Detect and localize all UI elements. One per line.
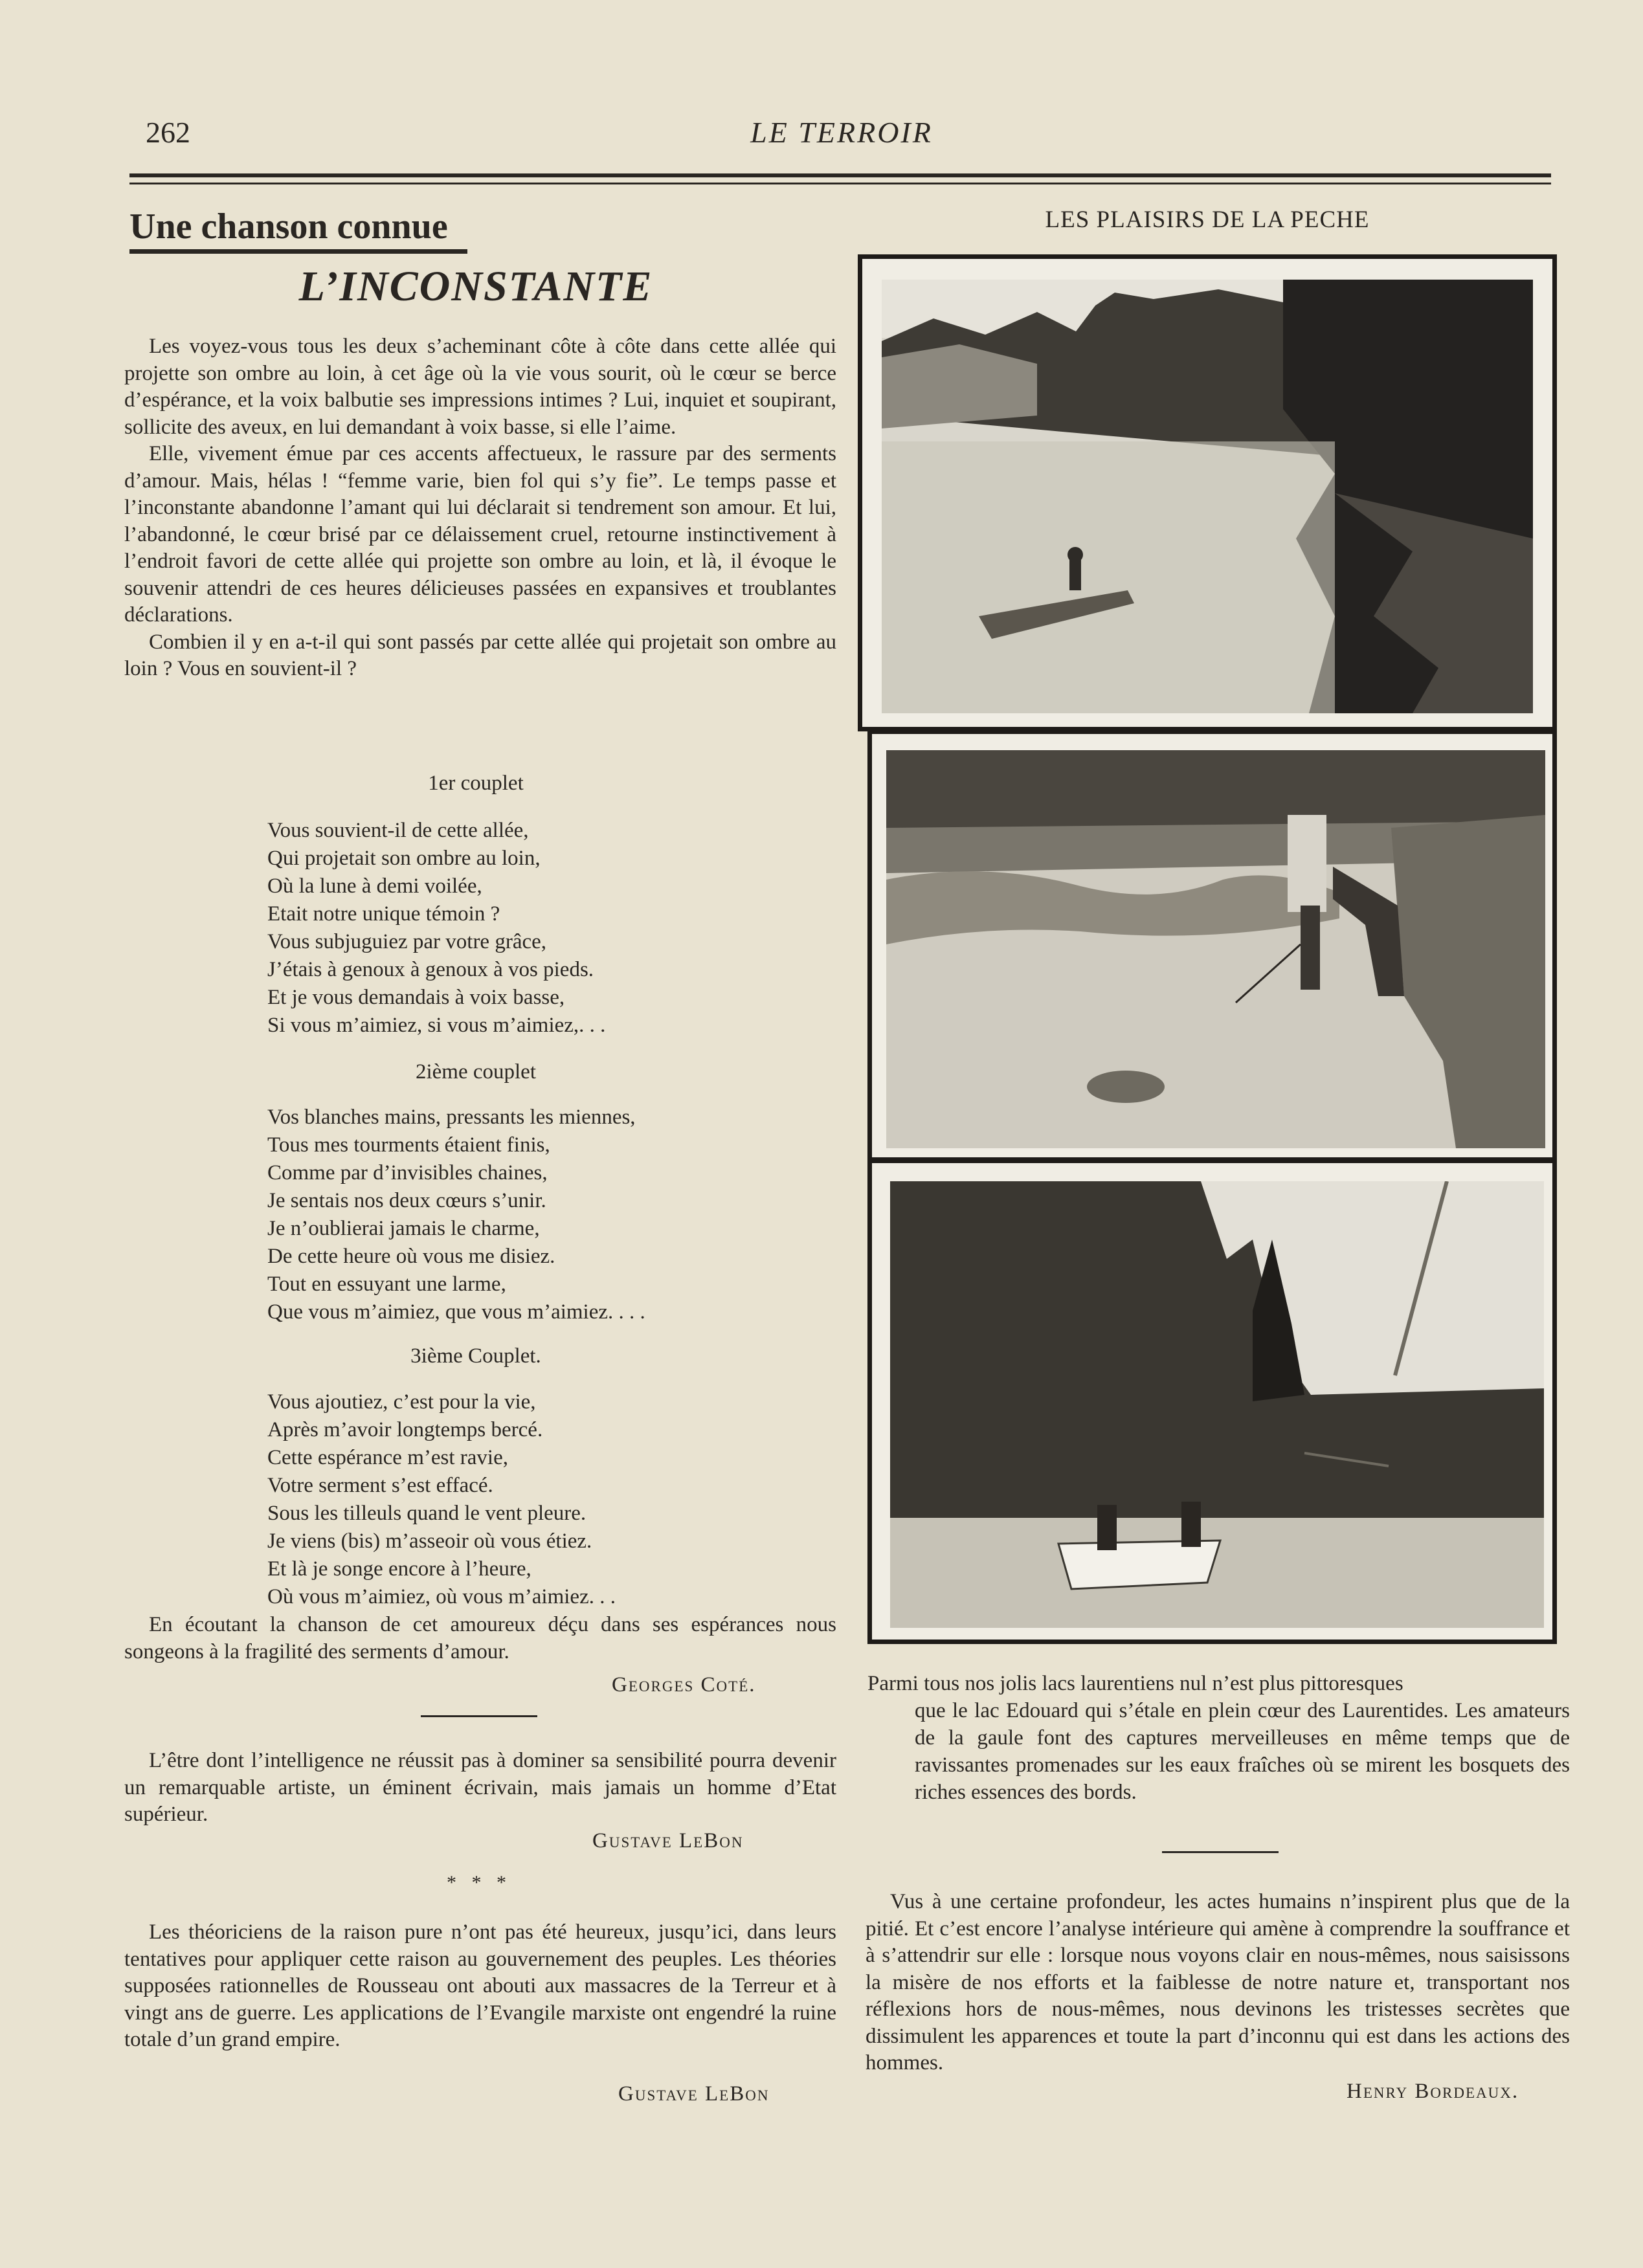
photo-frame-bottom xyxy=(867,1159,1557,1644)
verse-line: Vous subjuguiez par votre grâce, xyxy=(267,930,547,953)
fishing-stream-image xyxy=(886,750,1545,1148)
verse-line: Que vous m’aimiez, que vous m’aimiez. . . . xyxy=(267,1300,645,1324)
verse-line: J’étais à genoux à genoux à vos pieds. xyxy=(267,958,594,981)
quote-bordeaux xyxy=(866,1889,1570,2077)
song-closing xyxy=(124,1612,836,1665)
signature-gustave-lebon: Gustave LeBon xyxy=(618,2082,770,2106)
verse-line: Et là je songe encore à l’heure, xyxy=(267,1557,531,1581)
intro-paragraph: Les voyez-vous tous les deux s’acheminant côte à côte dans cette allée qui projette son ombre au loin, à cet âge où la vie vous sourit, où le cœur se berce d’espérance, et la voix balbutie ses impressions intimes ? Lui, inquiet et soupirant, sollicite des aveux, en lui demandant à voix basse, si elle l’aime. xyxy=(124,335,836,439)
divider xyxy=(421,1715,537,1717)
lake-canoe-photo xyxy=(882,280,1533,713)
song-intro xyxy=(124,333,836,683)
river-canoe-photo xyxy=(890,1181,1544,1628)
photo-heading: LES PLAISIRS DE LA PECHE xyxy=(1045,206,1370,233)
quote-lebon-1 xyxy=(124,1748,836,1829)
verse-line: Tout en essuyant une larme, xyxy=(267,1273,506,1296)
section-title: Une chanson connue xyxy=(129,206,448,247)
closing-paragraph: En écoutant la chanson de cet amoureux déçu dans ses espérances nous songeons à la fragilité des serments d’amour. xyxy=(124,1613,836,1663)
verse-line: Etait notre unique témoin ? xyxy=(267,902,500,926)
header-rule xyxy=(129,173,1551,177)
verse-line: Vos blanches mains, pressants les miennes, xyxy=(267,1106,636,1129)
intro-paragraph: Combien il y en a-t-il qui sont passés par cette allée qui projetait son ombre au loin ? Vous en souvient-il ? xyxy=(124,630,836,680)
lake-canoe-image xyxy=(882,280,1533,713)
verse-line: Je sentais nos deux cœurs s’unir. xyxy=(267,1189,546,1212)
verse-line: Comme par d’invisibles chaines, xyxy=(267,1161,548,1184)
verse-line: De cette heure où vous me disiez. xyxy=(267,1245,555,1268)
verse-line: Après m’avoir longtemps bercé. xyxy=(267,1418,543,1441)
quote-lebon-2 xyxy=(124,1919,836,2054)
verse-line: Qui projetait son ombre au loin, xyxy=(267,847,541,870)
signature-henry-bordeaux: Henry Bordeaux. xyxy=(1347,2080,1519,2103)
verse-line: Je n’oublierai jamais le charme, xyxy=(267,1217,540,1240)
verse-line: Où la lune à demi voilée, xyxy=(267,874,482,898)
page-number: 262 xyxy=(146,116,190,149)
couplet-heading: 1er couplet xyxy=(428,772,524,795)
signature-georges-cote: Georges Coté. xyxy=(612,1673,756,1696)
quote-text: Les théoriciens de la raison pure n’ont pas été heureux, jusqu’ici, dans leurs tentatives pour appliquer cette raison au gouvernement des peuples. Les théories supposées rationnelles de Rousseau ont abouti aux massacres de la Terreur et à vingt ans de guerre. Les applications de l’Evangile marxiste ont engendré la ruine totale d’un grand empire. xyxy=(124,1920,836,2051)
verse-line: Cette espérance m’est ravie, xyxy=(267,1446,508,1469)
running-title: LE TERROIR xyxy=(750,116,933,149)
couplet-heading: 2ième couplet xyxy=(415,1060,536,1084)
caption-first-line: Parmi tous nos jolis lacs laurentiens nul n’est plus pittoresques xyxy=(867,1672,1403,1695)
quote-text: Vus à une certaine profondeur, les actes humains n’inspirent plus que de la pitié. Et c’est encore l’analyse intérieure qui amène à comprendre la souffrance et à s’attendrir sur elle : lorsque nous voyons clair en nous-mêmes, nous saisissons la misère de nos efforts et la faiblesse de notre nature et, transportant nos réflexions hors de nous-mêmes, nous devinons les tristesses secrètes que dissimulent les apparences et toute la part d’inconnu qui est dans les actions des hommes. xyxy=(866,1890,1570,2074)
verse-line: Je viens (bis) m’asseoir où vous étiez. xyxy=(267,1529,592,1553)
section-title-underline xyxy=(129,249,467,254)
photo-frame-top xyxy=(858,254,1557,731)
caption-continuation: que le lac Edouard qui s’étale en plein cœur des Laurentides. Les amateurs de la gaule font des captures merveilleuses en même temps que de ravissantes promenades sur les eaux fraîches où se mirent les bosquets des riches essences des bords. xyxy=(915,1699,1570,1804)
divider xyxy=(1162,1851,1279,1853)
verse-line: Vous ajoutiez, c’est pour la vie, xyxy=(267,1390,536,1414)
couplet-verse xyxy=(267,1388,837,1611)
couplet-heading: 3ième Couplet. xyxy=(410,1344,541,1368)
photo-frame-middle xyxy=(867,729,1557,1162)
couplet-verse xyxy=(267,1104,837,1326)
verse-line: Et je vous demandais à voix basse, xyxy=(267,986,565,1009)
photo-caption xyxy=(867,1670,1570,1806)
verse-line: Si vous m’aimiez, si vous m’aimiez,. . . xyxy=(267,1014,606,1037)
verse-line: Où vous m’aimiez, où vous m’aimiez. . . xyxy=(267,1585,616,1608)
verse-line: Tous mes tourments étaient finis, xyxy=(267,1133,550,1157)
verse-line: Votre serment s’est effacé. xyxy=(267,1474,493,1497)
fishing-stream-photo xyxy=(886,750,1545,1148)
song-title: L’INCONSTANTE xyxy=(298,263,653,310)
asterism-separator: * * * xyxy=(447,1872,511,1893)
header-rule-thin xyxy=(129,183,1551,184)
intro-paragraph: Elle, vivement émue par ces accents affectueux, le rassure par des serments d’amour. Mais, hélas ! “femme varie, bien fol qui s’y fie”. Le temps passe et l’inconstante abandonne l’amant qui lui déclarait si tendrement son amour. Et lui, l’abandonné, le cœur brisé par ce délaissement cruel, retourne instinctivement à l’endroit favori de cette allée qui projette son ombre au loin, et là, il évoque le souvenir attendri de ces heures délicieuses passées en expansives et troublantes déclarations. xyxy=(124,442,836,627)
quote-text: L’être dont l’intelligence ne réussit pas à dominer sa sensibilité pourra devenir un remarquable artiste, un éminent écrivain, mais jamais un homme d’Etat supérieur. xyxy=(124,1749,836,1826)
signature-gustave-lebon: Gustave LeBon xyxy=(592,1829,744,1852)
verse-line: Vous souvient-il de cette allée, xyxy=(267,819,529,842)
verse-line: Sous les tilleuls quand le vent pleure. xyxy=(267,1502,587,1525)
river-canoe-image xyxy=(890,1181,1544,1628)
couplet-verse xyxy=(267,817,837,1040)
